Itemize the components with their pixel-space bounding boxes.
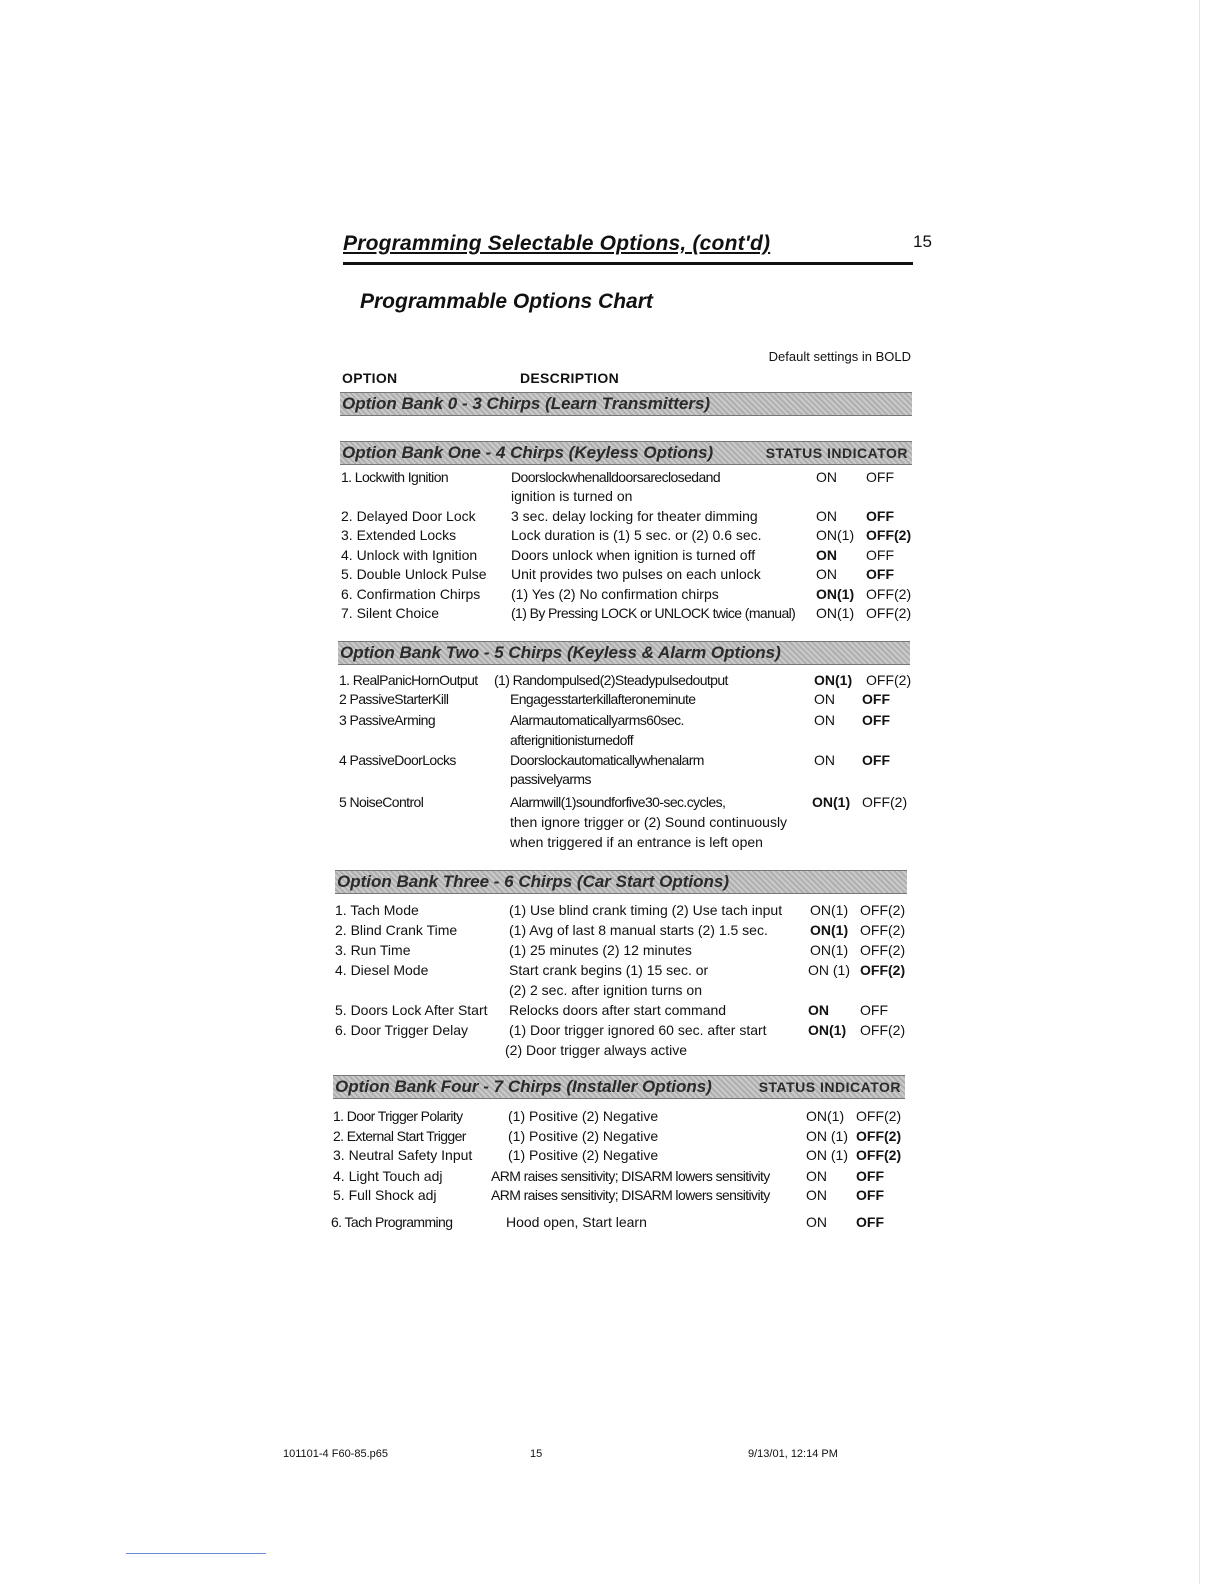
option-description: Alarmautomaticallyarms60sec.	[510, 712, 684, 728]
status-on: ON (1)	[808, 962, 850, 978]
status-off: OFF	[862, 752, 890, 768]
bank-1-title: Option Bank One - 4 Chirps (Keyless Options)	[342, 443, 714, 462]
status-on: ON(1)	[816, 586, 855, 602]
status-off: OFF(2)	[856, 1108, 902, 1124]
option-description-cont: when triggered if an entrance is left open	[510, 834, 763, 850]
bank-3-banner	[335, 870, 907, 894]
option-description: (1) Positive (2) Negative	[508, 1147, 659, 1163]
option-description-cont: passivelyarms	[510, 771, 591, 787]
status-off: OFF(2)	[860, 902, 906, 918]
bank-4-title: Option Bank Four - 7 Chirps (Installer Options)	[335, 1077, 712, 1096]
status-off: OFF	[860, 1002, 888, 1018]
status-off: OFF(2)	[866, 605, 912, 621]
option-description-cont: then ignore trigger or (2) Sound continuously	[510, 814, 788, 830]
status-off: OFF(2)	[866, 527, 912, 543]
option-description: Unit provides two pulses on each unlock	[511, 566, 761, 582]
status-on: ON(1)	[816, 527, 855, 543]
status-off: OFF	[866, 508, 894, 524]
option-label: 3. Run Time	[335, 942, 411, 958]
option-description: Alarmwill(1)soundforfive30-sec.cycles,	[510, 794, 726, 810]
status-on: ON(1)	[816, 605, 855, 621]
option-description: ARM raises sensitivity; DISARM lowers sensitivity	[491, 1168, 770, 1184]
option-label: 2. External Start Trigger	[333, 1128, 466, 1144]
defaults-note: Default settings in BOLD	[768, 349, 911, 364]
status-off: OFF	[862, 712, 890, 728]
option-label: 6. Confirmation Chirps	[341, 586, 481, 602]
status-off: OFF(2)	[860, 1022, 906, 1038]
chart-title: Programmable Options Chart	[360, 290, 653, 313]
status-off: OFF(2)	[856, 1128, 902, 1144]
option-label: 1. Tach Mode	[335, 902, 419, 918]
option-description: ARM raises sensitivity; DISARM lowers sensitivity	[491, 1187, 770, 1203]
option-label: 5. Doors Lock After Start	[335, 1002, 488, 1018]
option-label: 1. Door Trigger Polarity	[333, 1108, 463, 1124]
option-description: (1) Door trigger ignored 60 sec. after start	[509, 1022, 767, 1038]
option-description-cont: (2) 2 sec. after ignition turns on	[509, 982, 702, 998]
bank-2-title: Option Bank Two - 5 Chirps (Keyless & Alarm Options)	[340, 643, 781, 662]
column-header-option: OPTION	[342, 370, 398, 386]
status-on: ON	[808, 1002, 829, 1018]
option-description: (1) Positive (2) Negative	[508, 1128, 659, 1144]
page-number: 15	[913, 232, 932, 251]
status-on: ON	[814, 691, 835, 707]
status-on: ON	[806, 1168, 827, 1184]
option-label: 1. Lockwith Ignition	[341, 469, 449, 485]
status-on: ON	[816, 469, 837, 485]
option-label: 2. Delayed Door Lock	[341, 508, 476, 524]
option-label: 7. Silent Choice	[341, 605, 440, 621]
option-label: 5. Double Unlock Pulse	[341, 566, 487, 582]
status-off: OFF(2)	[860, 962, 906, 978]
option-label: 3. Neutral Safety Input	[333, 1147, 473, 1163]
footer-timestamp: 9/13/01, 12:14 PM	[748, 1448, 838, 1460]
status-off: OFF	[856, 1214, 884, 1230]
status-off: OFF	[856, 1168, 884, 1184]
option-label: 3 PassiveArming	[339, 712, 436, 728]
status-off: OFF	[866, 566, 894, 582]
status-on: ON (1)	[806, 1128, 848, 1144]
status-off: OFF(2)	[860, 922, 906, 938]
status-on: ON(1)	[806, 1108, 845, 1124]
option-label: 1. RealPanicHornOutput	[339, 672, 478, 688]
option-label: 6. Door Trigger Delay	[335, 1022, 469, 1038]
status-on: ON	[814, 752, 835, 768]
option-label: 3. Extended Locks	[341, 527, 457, 543]
option-description: Doors unlock when ignition is turned off	[511, 547, 756, 563]
option-label: 5 NoiseControl	[339, 794, 424, 810]
option-description: Lock duration is (1) 5 sec. or (2) 0.6 sec.	[511, 527, 762, 543]
option-description: Engagesstarterkillafteroneminute	[510, 691, 696, 707]
option-label: 6. Tach Programming	[331, 1214, 453, 1230]
option-label: 2 PassiveStarterKill	[339, 691, 449, 707]
bank-4-status-indicator: STATUS INDICATOR	[758, 1079, 901, 1095]
status-off: OFF	[862, 691, 890, 707]
status-off: OFF	[856, 1187, 884, 1203]
option-description-cont: (2) Door trigger always active	[505, 1042, 688, 1058]
option-description: (1) Use blind crank timing (2) Use tach input	[509, 902, 783, 918]
option-description: (1) 25 minutes (2) 12 minutes	[509, 942, 692, 958]
status-off: OFF	[866, 547, 894, 563]
status-on: ON(1)	[810, 942, 849, 958]
status-on: ON (1)	[806, 1147, 848, 1163]
option-description: Hood open, Start learn	[506, 1214, 647, 1230]
option-description: (1) Avg of last 8 manual starts (2) 1.5 sec.	[509, 922, 768, 938]
option-description: (1) By Pressing LOCK or UNLOCK twice (manual)	[511, 605, 796, 621]
option-description: Relocks doors after start command	[509, 1002, 727, 1018]
status-on: ON	[816, 547, 837, 563]
bank-4-banner	[333, 1075, 905, 1099]
scan-artifact-line	[126, 1553, 266, 1554]
status-on: ON	[806, 1187, 827, 1203]
status-on: ON(1)	[810, 902, 849, 918]
footer-filename: 101101-4 F60-85.p65	[283, 1448, 388, 1460]
header-rule	[343, 262, 913, 265]
bank-1-status-indicator: STATUS INDICATOR	[765, 445, 908, 461]
option-label: 4 PassiveDoorLocks	[339, 752, 456, 768]
bank-0-title: Option Bank 0 - 3 Chirps (Learn Transmitters)	[342, 394, 711, 413]
option-label: 4. Diesel Mode	[335, 962, 429, 978]
option-description: (1) Yes (2) No confirmation chirps	[511, 586, 719, 602]
scan-edge-line	[1199, 0, 1200, 1584]
section-header-title: Programming Selectable Options, (cont'd)	[343, 232, 771, 255]
option-label: 2. Blind Crank Time	[335, 922, 458, 938]
status-on: ON(1)	[810, 922, 849, 938]
status-off: OFF(2)	[862, 794, 908, 810]
footer-page-number: 15	[530, 1448, 543, 1460]
status-on: ON	[806, 1214, 827, 1230]
option-description: Doorslockwhenalldoorsareclosedand	[511, 469, 720, 485]
status-off: OFF(2)	[866, 586, 912, 602]
status-on: ON(1)	[812, 794, 851, 810]
option-description: (1) Randompulsed(2)Steadypulsedoutput	[494, 672, 728, 688]
option-label: 4. Unlock with Ignition	[341, 547, 478, 563]
status-off: OFF(2)	[856, 1147, 902, 1163]
option-description: 3 sec. delay locking for theater dimming	[511, 508, 758, 524]
status-on: ON	[814, 712, 835, 728]
bank-0-banner	[340, 392, 912, 416]
option-description-cont: afterignitionisturnedoff	[510, 732, 634, 748]
status-on: ON	[816, 566, 837, 582]
option-description: (1) Positive (2) Negative	[508, 1108, 659, 1124]
status-on: ON	[816, 508, 837, 524]
status-on: ON(1)	[814, 672, 853, 688]
status-off: OFF(2)	[866, 672, 912, 688]
status-off: OFF(2)	[860, 942, 906, 958]
status-off: OFF	[866, 469, 894, 485]
option-description-cont: ignition is turned on	[511, 488, 633, 504]
option-description: Doorslockautomaticallywhenalarm	[510, 752, 704, 768]
bank-3-title: Option Bank Three - 6 Chirps (Car Start Options)	[337, 872, 729, 891]
option-label: 4. Light Touch adj	[333, 1168, 443, 1184]
option-description: Start crank begins (1) 15 sec. or	[509, 962, 709, 978]
option-label: 5. Full Shock adj	[333, 1187, 437, 1203]
bank-1-banner	[340, 441, 912, 465]
bank-2-banner	[338, 641, 910, 665]
column-header-description: DESCRIPTION	[520, 370, 619, 386]
status-on: ON(1)	[808, 1022, 847, 1038]
